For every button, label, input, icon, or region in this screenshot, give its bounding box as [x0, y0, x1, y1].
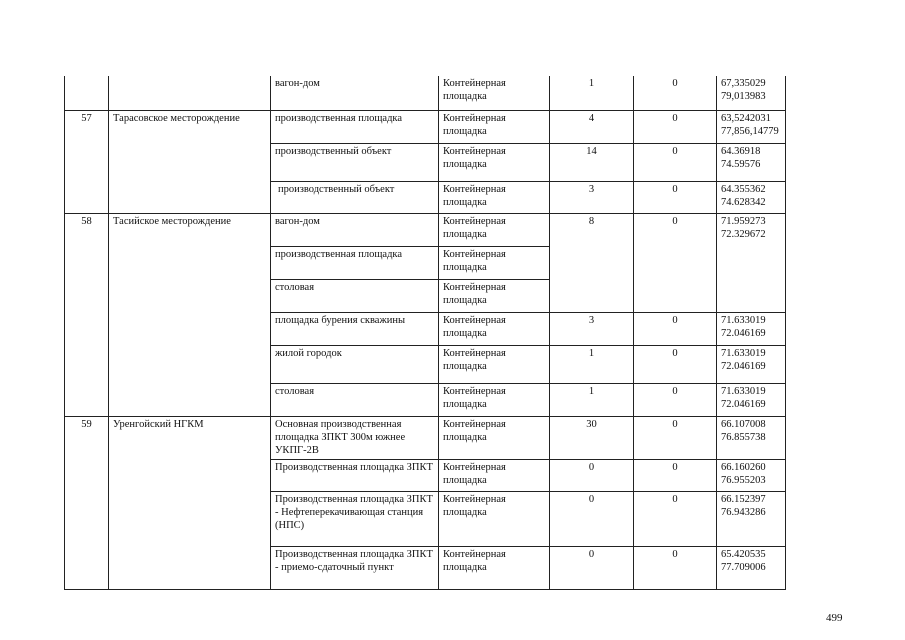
container-count: 1 [550, 76, 634, 110]
object-name: производственный объект [271, 143, 439, 181]
site-type: Контейнерная площадка [439, 383, 550, 416]
site-type: Контейнерная площадка [439, 143, 550, 181]
coordinates [717, 546, 786, 589]
zero-value: 0 [634, 110, 717, 143]
site-type: Контейнерная площадка [439, 312, 550, 345]
object-name: производственный объект [271, 181, 439, 213]
latitude: 66.107008 [721, 418, 766, 430]
row-number: 58 [65, 213, 109, 416]
latitude: 66.152397 [721, 493, 766, 505]
object-name: вагон-дом [271, 76, 439, 110]
longitude: 77,856,14779 [721, 125, 779, 137]
field-name: Уренгойский НГКМ [109, 416, 271, 589]
site-type: Контейнерная площадка [439, 416, 550, 459]
zero-value: 0 [634, 345, 717, 383]
site-type: Контейнерная площадка [439, 181, 550, 213]
site-type: Контейнерная площадка [439, 213, 550, 246]
coordinates [717, 181, 786, 213]
table-row [65, 110, 786, 143]
coordinates [717, 213, 786, 312]
longitude: 74.628342 [721, 196, 766, 208]
latitude: 71.959273 [721, 215, 766, 227]
zero-value: 0 [634, 143, 717, 181]
container-count: 14 [550, 143, 634, 181]
site-type: Контейнерная площадка [439, 76, 550, 110]
latitude: 64.36918 [721, 145, 761, 157]
object-name: площадка бурения скважины [271, 312, 439, 345]
page-number: 499 [826, 612, 843, 624]
longitude: 76.955203 [721, 474, 766, 486]
latitude: 65.420535 [721, 548, 766, 560]
longitude: 76.855738 [721, 431, 766, 443]
latitude: 71.633019 [721, 385, 766, 397]
field-name: Тарасовское месторождение [109, 110, 271, 213]
row-number [65, 76, 109, 110]
latitude: 67,335029 [721, 78, 766, 89]
longitude: 77.709006 [721, 561, 766, 573]
longitude: 74.59576 [721, 158, 761, 170]
zero-value: 0 [634, 546, 717, 589]
longitude: 72.329672 [721, 228, 766, 240]
coordinates [717, 110, 786, 143]
latitude: 66.160260 [721, 461, 766, 473]
coordinates [717, 312, 786, 345]
container-count: 0 [550, 491, 634, 546]
zero-value: 0 [634, 76, 717, 110]
zero-value: 0 [634, 491, 717, 546]
site-type: Контейнерная площадка [439, 345, 550, 383]
object-name: столовая [271, 279, 439, 312]
table-row [65, 76, 786, 110]
field-name: Тасийское месторождение [109, 213, 271, 416]
zero-value: 0 [634, 213, 717, 312]
site-type: Контейнерная площадка [439, 459, 550, 491]
site-type: Контейнерная площадка [439, 279, 550, 312]
latitude: 71.633019 [721, 347, 766, 359]
field-name [109, 76, 271, 110]
table-row [65, 213, 786, 246]
object-name: жилой городок [271, 345, 439, 383]
waste-sites-table [64, 76, 786, 590]
zero-value: 0 [634, 181, 717, 213]
longitude: 72.046169 [721, 398, 766, 410]
zero-value: 0 [634, 312, 717, 345]
container-count: 8 [550, 213, 634, 312]
object-name: Производственная площадка ЗПКТ [271, 459, 439, 491]
container-count: 4 [550, 110, 634, 143]
site-type: Контейнерная площадка [439, 246, 550, 279]
object-name: производственная площадка [271, 110, 439, 143]
latitude: 63,5242031 [721, 112, 771, 124]
container-count: 0 [550, 459, 634, 491]
coordinates [717, 416, 786, 459]
coordinates [717, 491, 786, 546]
coordinates [717, 459, 786, 491]
zero-value: 0 [634, 459, 717, 491]
coordinates [717, 76, 786, 110]
row-number: 57 [65, 110, 109, 213]
row-number: 59 [65, 416, 109, 589]
table-row [65, 416, 786, 459]
container-count: 0 [550, 546, 634, 589]
site-type: Контейнерная площадка [439, 110, 550, 143]
coordinates [717, 143, 786, 181]
object-name: Производственная площадка ЗПКТ - приемо-сдаточный пункт [271, 546, 439, 589]
longitude: 72.046169 [721, 327, 766, 339]
longitude: 76.943286 [721, 506, 766, 518]
zero-value: 0 [634, 416, 717, 459]
latitude: 64.355362 [721, 183, 766, 195]
site-type: Контейнерная площадка [439, 546, 550, 589]
longitude: 72.046169 [721, 360, 766, 372]
coordinates [717, 345, 786, 383]
object-name: вагон-дом [271, 213, 439, 246]
container-count: 3 [550, 312, 634, 345]
container-count: 1 [550, 383, 634, 416]
container-count: 3 [550, 181, 634, 213]
coordinates [717, 383, 786, 416]
container-count: 30 [550, 416, 634, 459]
container-count: 1 [550, 345, 634, 383]
latitude: 71.633019 [721, 314, 766, 326]
zero-value: 0 [634, 383, 717, 416]
object-name: Производственная площадка ЗПКТ - Нефтеперекачивающая станция (НПС) [271, 491, 439, 546]
object-name: производственная площадка [271, 246, 439, 279]
site-type: Контейнерная площадка [439, 491, 550, 546]
longitude: 79,013983 [721, 91, 766, 102]
object-name: Основная производственная площадка ЗПКТ 300м южнее УКПГ-2В [271, 416, 439, 459]
object-name: столовая [271, 383, 439, 416]
